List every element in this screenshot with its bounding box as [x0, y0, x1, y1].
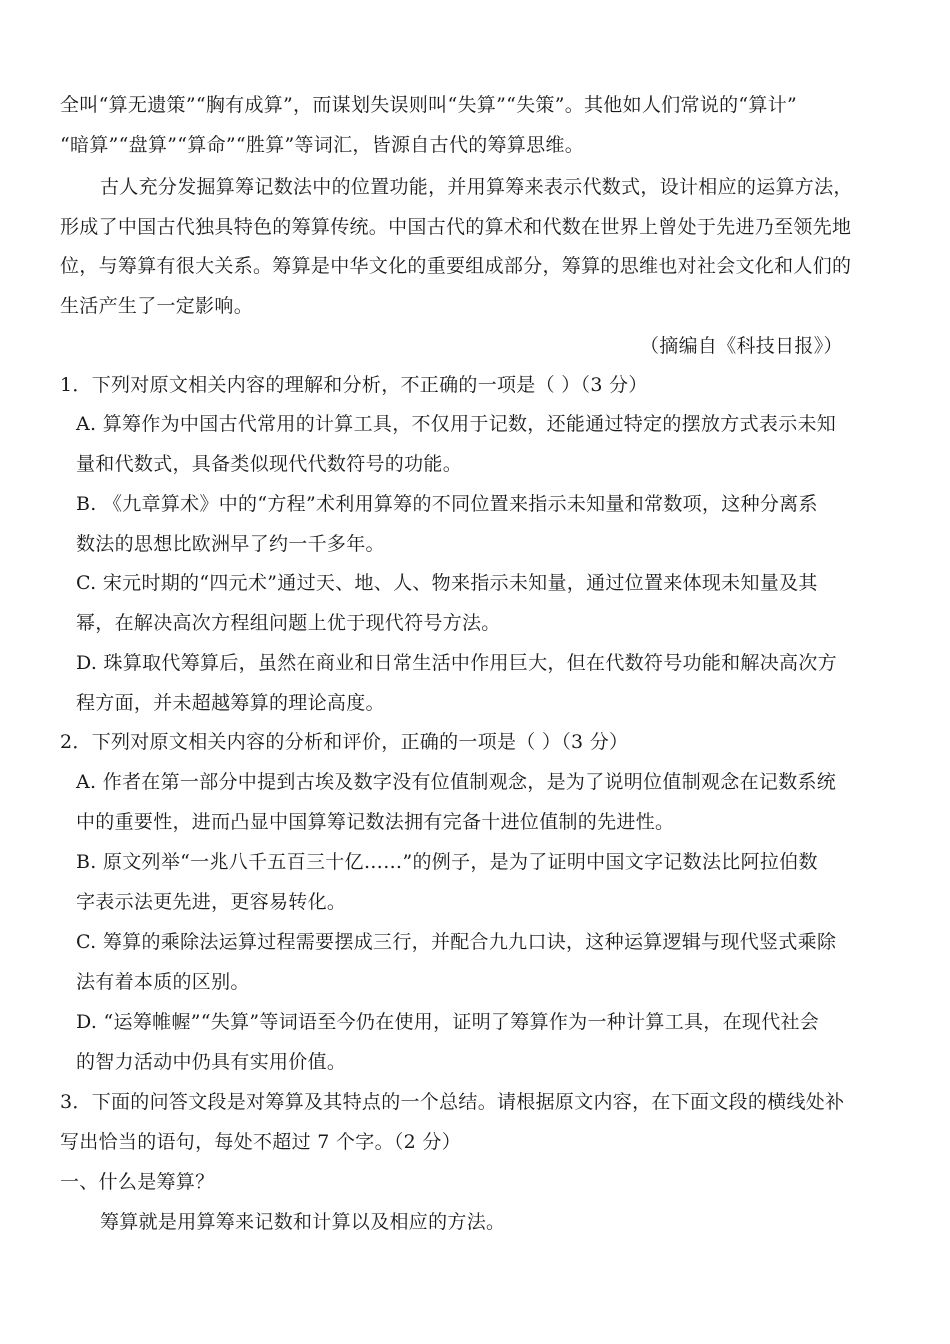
- question-2-option-b-cont: 字表示法更先进，更容易转化。: [76, 891, 347, 913]
- question-1-option-c-cont: 幂，在解决高次方程组问题上优于现代符号方法。: [76, 612, 501, 634]
- question-1-option-a-cont: 量和代数式，具备类似现代代数符号的功能。: [76, 453, 463, 475]
- question-1-stem: 1．下列对原文相关内容的理解和分析，不正确的一项是（ ）（3 分）: [60, 374, 648, 396]
- question-2-option-c-cont: 法有着本质的区别。: [76, 971, 250, 993]
- question-2-option-a-cont: 中的重要性，进而凸显中国算筹记数法拥有完备十进位值制的先进性。: [76, 811, 675, 833]
- question-1-option-b-cont: 数法的思想比欧洲早了约一千多年。: [76, 533, 385, 555]
- question-2-option-a: A. 作者在第一部分中提到古埃及数字没有位值制观念，是为了说明位值制观念在记数系统: [76, 771, 837, 793]
- question-3-stem-cont: 写出恰当的语句，每处不超过 7 个字。（2 分）: [60, 1131, 461, 1153]
- question-1-option-d-cont: 程方面，并未超越筹算的理论高度。: [76, 692, 385, 714]
- qa-answer-1: 筹算就是用算筹来记数和计算以及相应的方法。: [100, 1211, 506, 1233]
- passage-source: （摘编自《科技日报》）: [640, 335, 843, 357]
- passage-line: 全叫“算无遗策”“胸有成算”，而谋划失误则叫“失算”“失策”。其他如人们常说的“算计”: [60, 94, 798, 116]
- question-1-option-a: A. 算筹作为中国古代常用的计算工具，不仅用于记数，还能通过特定的摆放方式表示未知: [76, 413, 837, 435]
- passage-line: “暗算”“盘算”“算命”“胜算”等词汇，皆源自古代的筹算思维。: [60, 134, 585, 156]
- question-1-option-c: C. 宋元时期的“四元术”通过天、地、人、物来指示未知量，通过位置来体现未知量及其: [76, 572, 818, 594]
- passage-line: 生活产生了一定影响。: [60, 295, 254, 317]
- question-1-option-b: B. 《九章算术》中的“方程”术利用算筹的不同位置来指示未知量和常数项，这种分离系: [76, 493, 818, 515]
- question-2-option-d-cont: 的智力活动中仍具有实用价值。: [76, 1051, 347, 1073]
- qa-question-1: 一、什么是筹算？: [60, 1171, 215, 1193]
- passage-line: 位，与筹算有很大关系。筹算是中华文化的重要组成部分，筹算的思维也对社会文化和人们的: [60, 255, 852, 277]
- question-1-option-d: D. 珠算取代筹算后，虽然在商业和日常生活中作用巨大，但在代数符号功能和解决高次方: [76, 652, 837, 674]
- passage-line: 形成了中国古代独具特色的筹算传统。中国古代的算术和代数在世界上曾处于先进乃至领先地: [60, 216, 852, 238]
- question-2-option-c: C. 筹算的乘除法运算过程需要摆成三行，并配合九九口诀，这种运算逻辑与现代竖式乘除: [76, 931, 837, 953]
- question-2-option-d: D. “运筹帷幄”“失算”等词语至今仍在使用，证明了筹算作为一种计算工具，在现代社会: [76, 1011, 820, 1033]
- question-3-stem: 3．下面的问答文段是对筹算及其特点的一个总结。请根据原文内容，在下面文段的横线处补: [60, 1091, 845, 1113]
- question-2-option-b: B. 原文列举“一兆八千五百三十亿……”的例子，是为了证明中国文字记数法比阿拉伯数: [76, 851, 818, 873]
- passage-line: 古人充分发掘算筹记数法中的位置功能，并用算筹来表示代数式，设计相应的运算方法，: [100, 176, 853, 198]
- question-2-stem: 2．下列对原文相关内容的分析和评价，正确的一项是（ ）（3 分）: [60, 731, 629, 753]
